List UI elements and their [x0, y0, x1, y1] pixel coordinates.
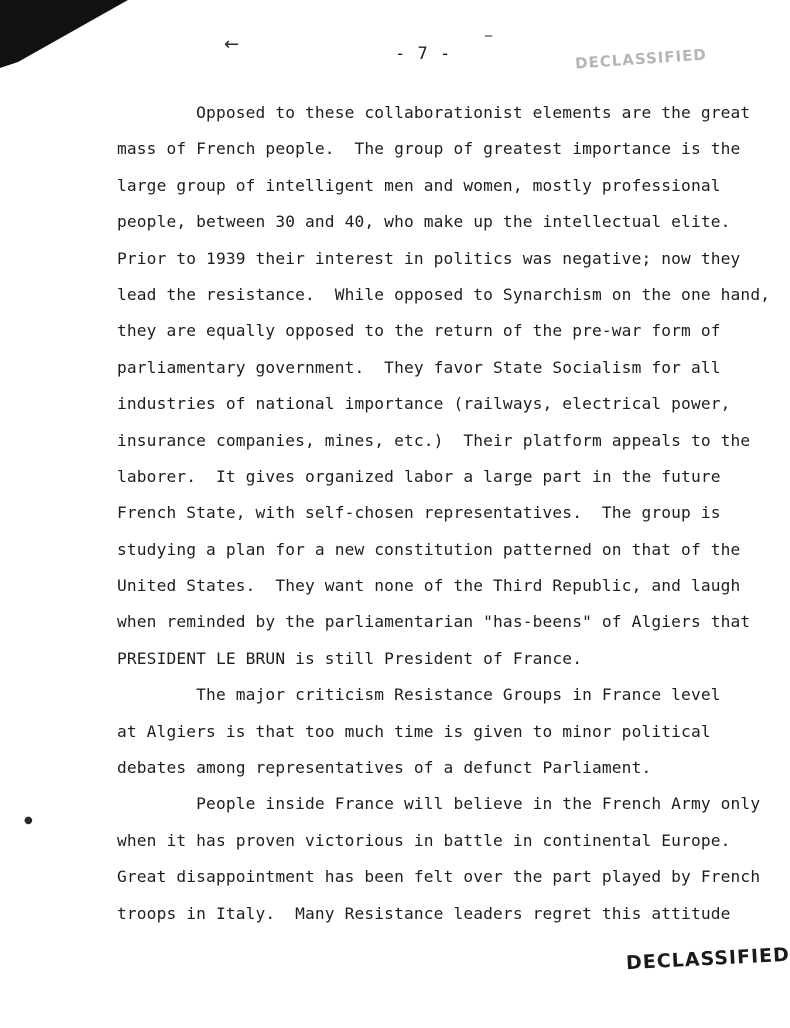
declassified-stamp-bottom: DECLASSIFIED	[625, 943, 790, 975]
corner-mark	[0, 0, 140, 80]
text-line: United States. They want none of the Third Republic, and laugh	[117, 576, 741, 596]
ink-mark: ‒	[484, 28, 493, 44]
text-line: French State, with self-chosen representatives. The group is	[117, 503, 721, 523]
text-line: industries of national importance (railways, electrical power,	[117, 394, 731, 414]
text-line: Opposed to these collaborationist elements are the great	[117, 103, 751, 122]
text-line: they are equally opposed to the return of the pre-war form of	[117, 321, 721, 341]
text-line: laborer. It gives organized labor a large part in the future	[117, 466, 721, 486]
text-line: large group of intelligent men and women, mostly professional	[117, 175, 721, 195]
text-line: People inside France will believe in the French Army only	[117, 794, 761, 814]
text-line: parliamentary government. They favor State Socialism for all	[117, 357, 721, 377]
text-line: mass of French people. The group of greatest importance is the	[117, 139, 741, 159]
document-body	[117, 95, 771, 932]
declassified-stamp-top: DECLASSIFIED	[574, 45, 708, 73]
text-line: PRESIDENT LE BRUN is still President of France.	[117, 648, 583, 668]
text-line: when it has proven victorious in battle in continental Europe.	[117, 830, 731, 850]
text-line: debates among representatives of a defunct Parliament.	[117, 758, 652, 778]
text-line: Prior to 1939 their interest in politics was negative; now they	[117, 248, 741, 268]
text-line: insurance companies, mines, etc.) Their platform appeals to the	[117, 430, 751, 450]
text-line: when reminded by the parliamentarian "has-beens" of Algiers that	[117, 612, 751, 632]
text-line: at Algiers is that too much time is given to minor political	[117, 721, 711, 741]
text-line: The major criticism Resistance Groups in France level	[117, 685, 721, 705]
text-line: Great disappointment has been felt over the part played by French	[117, 867, 761, 887]
text-line: people, between 30 and 40, who make up the intellectual elite.	[117, 212, 731, 232]
text-line: lead the resistance. While opposed to Synarchism on the one hand,	[117, 284, 771, 304]
text-line: troops in Italy. Many Resistance leaders regret this attitude	[117, 903, 731, 923]
ink-mark: ●	[24, 815, 33, 826]
ink-mark: ←	[224, 34, 240, 55]
text-line: studying a plan for a new constitution patterned on that of the	[117, 539, 741, 559]
page-number: - 7 -	[395, 44, 452, 64]
